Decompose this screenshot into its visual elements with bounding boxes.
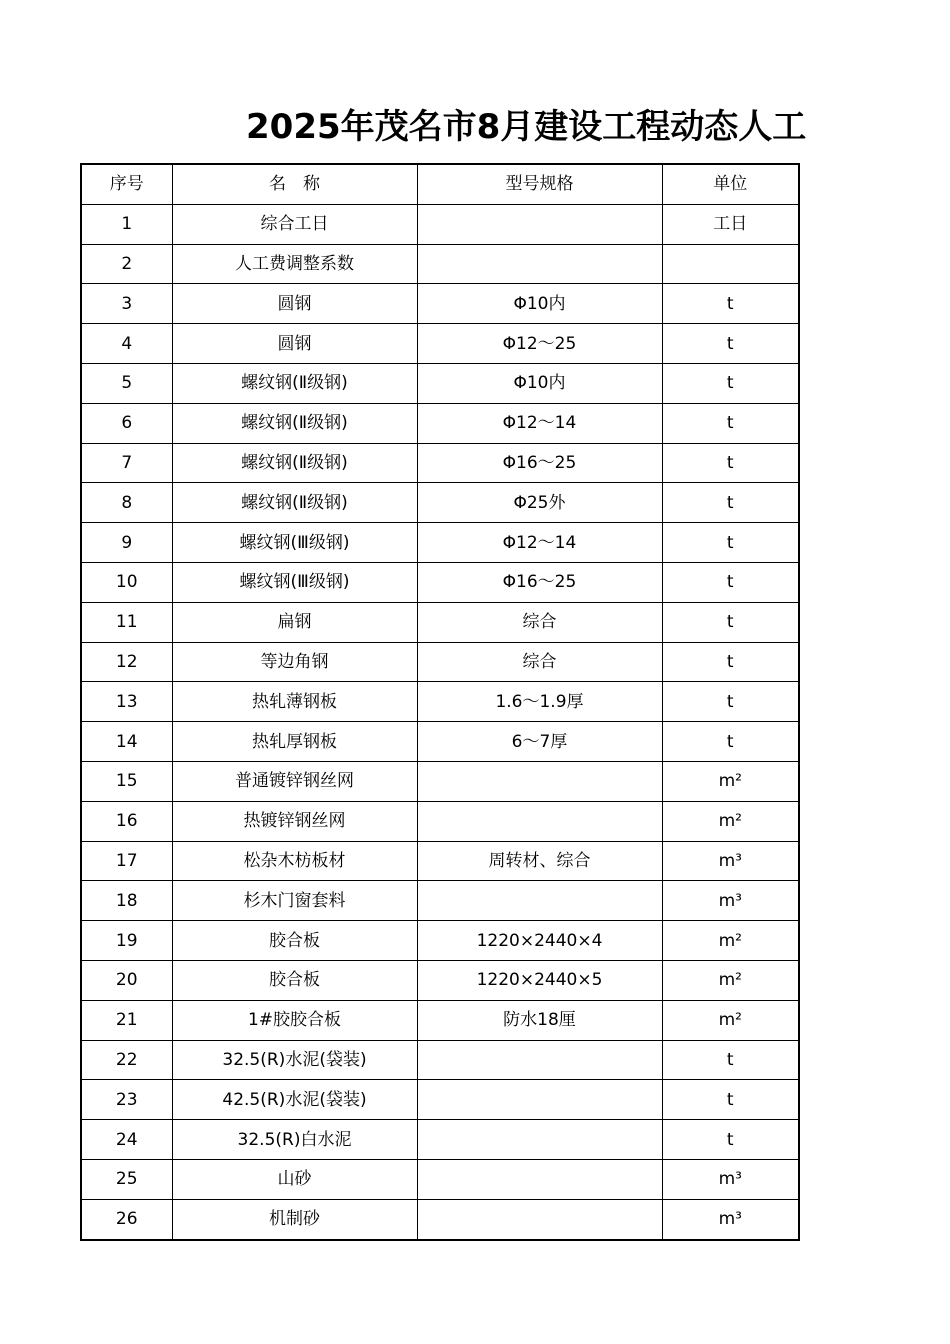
table-row <box>81 1000 799 1040</box>
table-row <box>81 722 799 762</box>
cell-unit: t <box>662 1080 799 1120</box>
cell-unit: t <box>662 363 799 403</box>
table-row <box>81 881 799 921</box>
cell-spec <box>417 1080 662 1120</box>
cell-unit: m² <box>662 801 799 841</box>
cell-spec: 1.6～1.9厚 <box>417 682 662 722</box>
cell-no: 20 <box>81 960 172 1000</box>
cell-unit: t <box>662 602 799 642</box>
table-row <box>81 244 799 284</box>
cell-name: 螺纹钢(Ⅱ级钢) <box>172 363 417 403</box>
cell-name: 42.5(R)水泥(袋装) <box>172 1080 417 1120</box>
cell-unit: t <box>662 722 799 762</box>
cell-spec: 1220×2440×4 <box>417 921 662 961</box>
cell-spec <box>417 1040 662 1080</box>
header-cell-spec: 型号规格 <box>417 164 662 204</box>
cell-spec: 综合 <box>417 602 662 642</box>
cell-spec: 周转材、综合 <box>417 841 662 881</box>
cell-no: 5 <box>81 363 172 403</box>
cell-name: 普通镀锌钢丝网 <box>172 761 417 801</box>
cell-no: 7 <box>81 443 172 483</box>
cell-unit: m² <box>662 921 799 961</box>
cell-spec: Φ16～25 <box>417 562 662 602</box>
cell-name: 热轧厚钢板 <box>172 722 417 762</box>
cell-name: 圆钢 <box>172 284 417 324</box>
cell-name: 机制砂 <box>172 1199 417 1239</box>
table-row <box>81 682 799 722</box>
cell-no: 17 <box>81 841 172 881</box>
cell-unit: m² <box>662 1000 799 1040</box>
table-row <box>81 841 799 881</box>
cell-no: 16 <box>81 801 172 841</box>
table-row <box>81 443 799 483</box>
table-row <box>81 363 799 403</box>
cell-spec: Φ12～25 <box>417 324 662 364</box>
cell-name: 1#胶胶合板 <box>172 1000 417 1040</box>
table-row <box>81 403 799 443</box>
cell-spec <box>417 244 662 284</box>
table-row <box>81 960 799 1000</box>
cell-no: 23 <box>81 1080 172 1120</box>
cell-spec <box>417 761 662 801</box>
cell-no: 22 <box>81 1040 172 1080</box>
cell-spec: 6～7厚 <box>417 722 662 762</box>
cell-name: 松杂木枋板材 <box>172 841 417 881</box>
cell-name: 扁钢 <box>172 602 417 642</box>
cell-name: 圆钢 <box>172 324 417 364</box>
cell-name: 综合工日 <box>172 204 417 244</box>
cell-name: 山砂 <box>172 1159 417 1199</box>
cell-unit: 工日 <box>662 204 799 244</box>
cell-unit: m² <box>662 761 799 801</box>
cell-unit: m³ <box>662 1199 799 1239</box>
cell-spec: Φ12～14 <box>417 403 662 443</box>
table-row <box>81 1040 799 1080</box>
cell-unit: t <box>662 1120 799 1160</box>
cell-unit: t <box>662 682 799 722</box>
table-row <box>81 1120 799 1160</box>
price-table <box>80 163 800 1241</box>
cell-unit: t <box>662 284 799 324</box>
cell-name: 螺纹钢(Ⅱ级钢) <box>172 403 417 443</box>
cell-no: 3 <box>81 284 172 324</box>
cell-no: 25 <box>81 1159 172 1199</box>
cell-unit: m² <box>662 960 799 1000</box>
table-row <box>81 483 799 523</box>
cell-no: 19 <box>81 921 172 961</box>
cell-name: 人工费调整系数 <box>172 244 417 284</box>
cell-unit: t <box>662 642 799 682</box>
page-title: 2025年茂名市8月建设工程动态人工 <box>246 107 806 147</box>
cell-spec: 防水18厘 <box>417 1000 662 1040</box>
cell-no: 6 <box>81 403 172 443</box>
table-row <box>81 1080 799 1120</box>
cell-unit: m³ <box>662 1159 799 1199</box>
header-cell-unit: 单位 <box>662 164 799 204</box>
cell-unit: m³ <box>662 881 799 921</box>
header-cell-no: 序号 <box>81 164 172 204</box>
table-row <box>81 1199 799 1239</box>
cell-unit: t <box>662 483 799 523</box>
cell-unit: t <box>662 1040 799 1080</box>
cell-no: 2 <box>81 244 172 284</box>
cell-no: 21 <box>81 1000 172 1040</box>
cell-name: 螺纹钢(Ⅲ级钢) <box>172 523 417 563</box>
cell-spec <box>417 1159 662 1199</box>
cell-unit: m³ <box>662 841 799 881</box>
cell-no: 10 <box>81 562 172 602</box>
table-row <box>81 284 799 324</box>
cell-spec <box>417 1120 662 1160</box>
cell-spec <box>417 1199 662 1239</box>
cell-no: 1 <box>81 204 172 244</box>
cell-spec: Φ16～25 <box>417 443 662 483</box>
cell-spec: Φ10内 <box>417 284 662 324</box>
cell-name: 32.5(R)白水泥 <box>172 1120 417 1160</box>
cell-no: 18 <box>81 881 172 921</box>
table-row <box>81 204 799 244</box>
table-row <box>81 602 799 642</box>
cell-no: 24 <box>81 1120 172 1160</box>
cell-unit: t <box>662 403 799 443</box>
cell-no: 9 <box>81 523 172 563</box>
cell-name: 胶合板 <box>172 960 417 1000</box>
cell-unit: t <box>662 562 799 602</box>
header-cell-name: 名 称 <box>172 164 417 204</box>
cell-no: 15 <box>81 761 172 801</box>
table-row <box>81 324 799 364</box>
cell-unit <box>662 244 799 284</box>
cell-spec <box>417 801 662 841</box>
cell-name: 螺纹钢(Ⅱ级钢) <box>172 483 417 523</box>
table-row <box>81 523 799 563</box>
cell-no: 11 <box>81 602 172 642</box>
cell-spec: 综合 <box>417 642 662 682</box>
cell-no: 8 <box>81 483 172 523</box>
table-row <box>81 562 799 602</box>
table-row <box>81 761 799 801</box>
table-row <box>81 801 799 841</box>
cell-name: 热镀锌钢丝网 <box>172 801 417 841</box>
cell-spec <box>417 204 662 244</box>
cell-spec: Φ12～14 <box>417 523 662 563</box>
table-header-row <box>81 164 799 204</box>
table-row <box>81 921 799 961</box>
cell-spec: 1220×2440×5 <box>417 960 662 1000</box>
cell-unit: t <box>662 443 799 483</box>
cell-name: 螺纹钢(Ⅱ级钢) <box>172 443 417 483</box>
cell-no: 13 <box>81 682 172 722</box>
cell-spec: Φ25外 <box>417 483 662 523</box>
cell-unit: t <box>662 324 799 364</box>
table-row <box>81 642 799 682</box>
cell-name: 32.5(R)水泥(袋装) <box>172 1040 417 1080</box>
cell-unit: t <box>662 523 799 563</box>
cell-spec: Φ10内 <box>417 363 662 403</box>
cell-no: 4 <box>81 324 172 364</box>
cell-spec <box>417 881 662 921</box>
cell-no: 14 <box>81 722 172 762</box>
cell-name: 等边角钢 <box>172 642 417 682</box>
table-row <box>81 1159 799 1199</box>
cell-no: 12 <box>81 642 172 682</box>
cell-name: 螺纹钢(Ⅲ级钢) <box>172 562 417 602</box>
cell-no: 26 <box>81 1199 172 1239</box>
cell-name: 杉木门窗套料 <box>172 881 417 921</box>
cell-name: 胶合板 <box>172 921 417 961</box>
cell-name: 热轧薄钢板 <box>172 682 417 722</box>
